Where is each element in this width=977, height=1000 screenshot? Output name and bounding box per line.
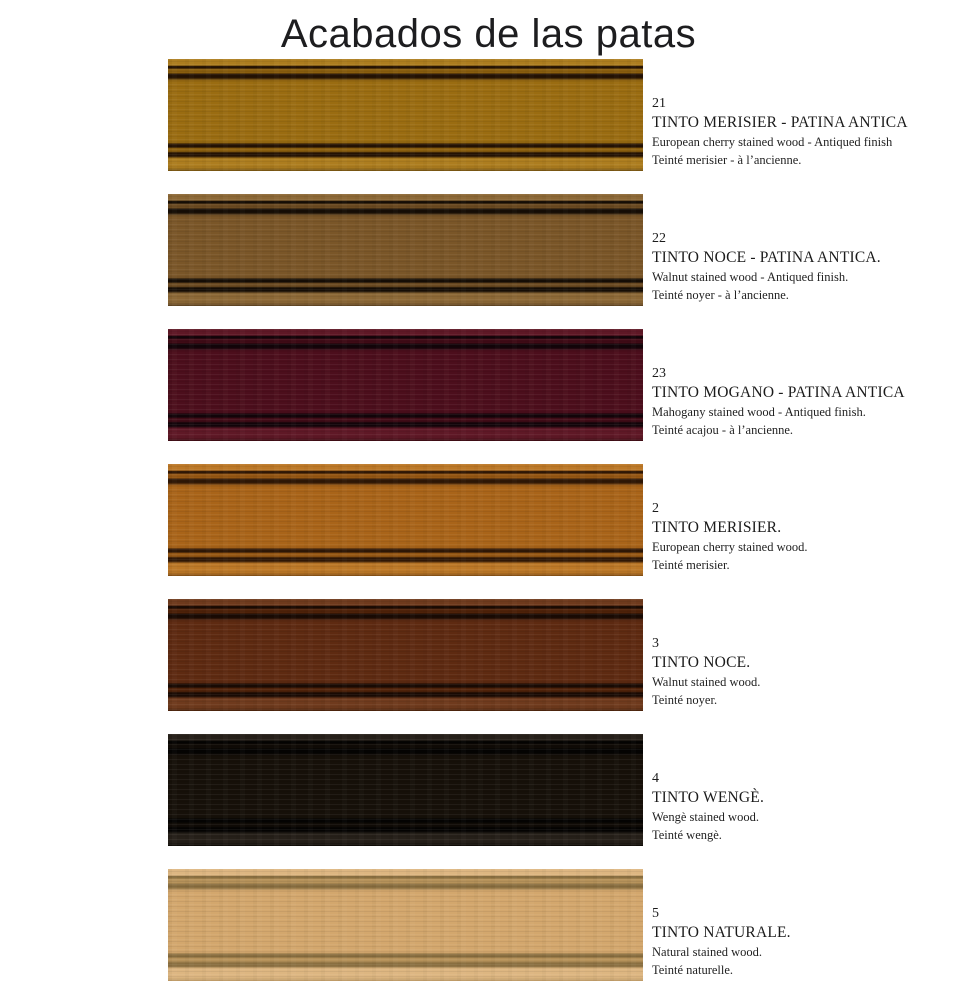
finish-name: TINTO MERISIER. — [652, 519, 782, 536]
wood-sample-image — [168, 599, 643, 711]
page-title: Acabados de las patas — [280, 12, 697, 56]
finish-sample-row — [168, 869, 977, 981]
finish-name: TINTO MOGANO - PATINA ANTICA — [652, 384, 905, 401]
finish-number: 23 — [652, 366, 666, 381]
finish-description-en: Wengè stained wood. — [652, 810, 759, 824]
finish-description-en: Natural stained wood. — [652, 945, 763, 959]
finish-number: 21 — [652, 96, 666, 111]
finish-number: 2 — [652, 501, 659, 516]
finish-description-fr: Teinté merisier. — [652, 558, 730, 572]
finish-name: TINTO NATURALE. — [652, 924, 791, 941]
finish-name: TINTO NOCE - PATINA ANTICA. — [652, 249, 881, 266]
finish-name: TINTO NOCE. — [652, 654, 751, 671]
finish-description-fr: Teinté acajou - à l’ancienne. — [652, 423, 794, 437]
wood-sample-image — [168, 329, 643, 441]
finish-number: 3 — [652, 636, 659, 651]
finish-name: TINTO MERISIER - PATINA ANTICA — [652, 114, 908, 131]
wood-sample-image — [168, 734, 643, 846]
finish-description-fr: Teinté noyer. — [652, 693, 718, 707]
finish-number: 4 — [652, 771, 659, 786]
finish-sample-row — [168, 599, 977, 711]
finish-sample-row — [168, 59, 977, 171]
finish-label — [652, 94, 977, 171]
wood-sample-image — [168, 59, 643, 171]
finish-sample-row — [168, 734, 977, 846]
finish-description-en: Walnut stained wood - Antiqued finish. — [652, 270, 849, 284]
finish-description-fr: Teinté naturelle. — [652, 963, 734, 977]
finish-label — [652, 499, 977, 576]
finish-label — [652, 904, 977, 981]
finish-label — [652, 229, 977, 306]
finish-label — [652, 364, 977, 441]
finish-number: 22 — [652, 231, 666, 246]
finish-sample-row — [168, 329, 977, 441]
finish-description-fr: Teinté wengè. — [652, 828, 722, 842]
finish-name: TINTO WENGÈ. — [652, 789, 765, 806]
finish-description-fr: Teinté merisier - à l’ancienne. — [652, 153, 802, 167]
finish-description-en: Walnut stained wood. — [652, 675, 761, 689]
finish-description-en: European cherry stained wood - Antiqued finish — [652, 135, 893, 149]
finish-label — [652, 634, 977, 711]
wood-sample-image — [168, 869, 643, 981]
finish-description-en: European cherry stained wood. — [652, 540, 808, 554]
finish-number: 5 — [652, 906, 659, 921]
finish-description-en: Mahogany stained wood - Antiqued finish. — [652, 405, 866, 419]
wood-sample-image — [168, 464, 643, 576]
wood-sample-image — [168, 194, 643, 306]
finish-label — [652, 769, 977, 846]
finish-description-fr: Teinté noyer - à l’ancienne. — [652, 288, 789, 302]
finish-sample-row — [168, 464, 977, 576]
finish-sample-row — [168, 194, 977, 306]
